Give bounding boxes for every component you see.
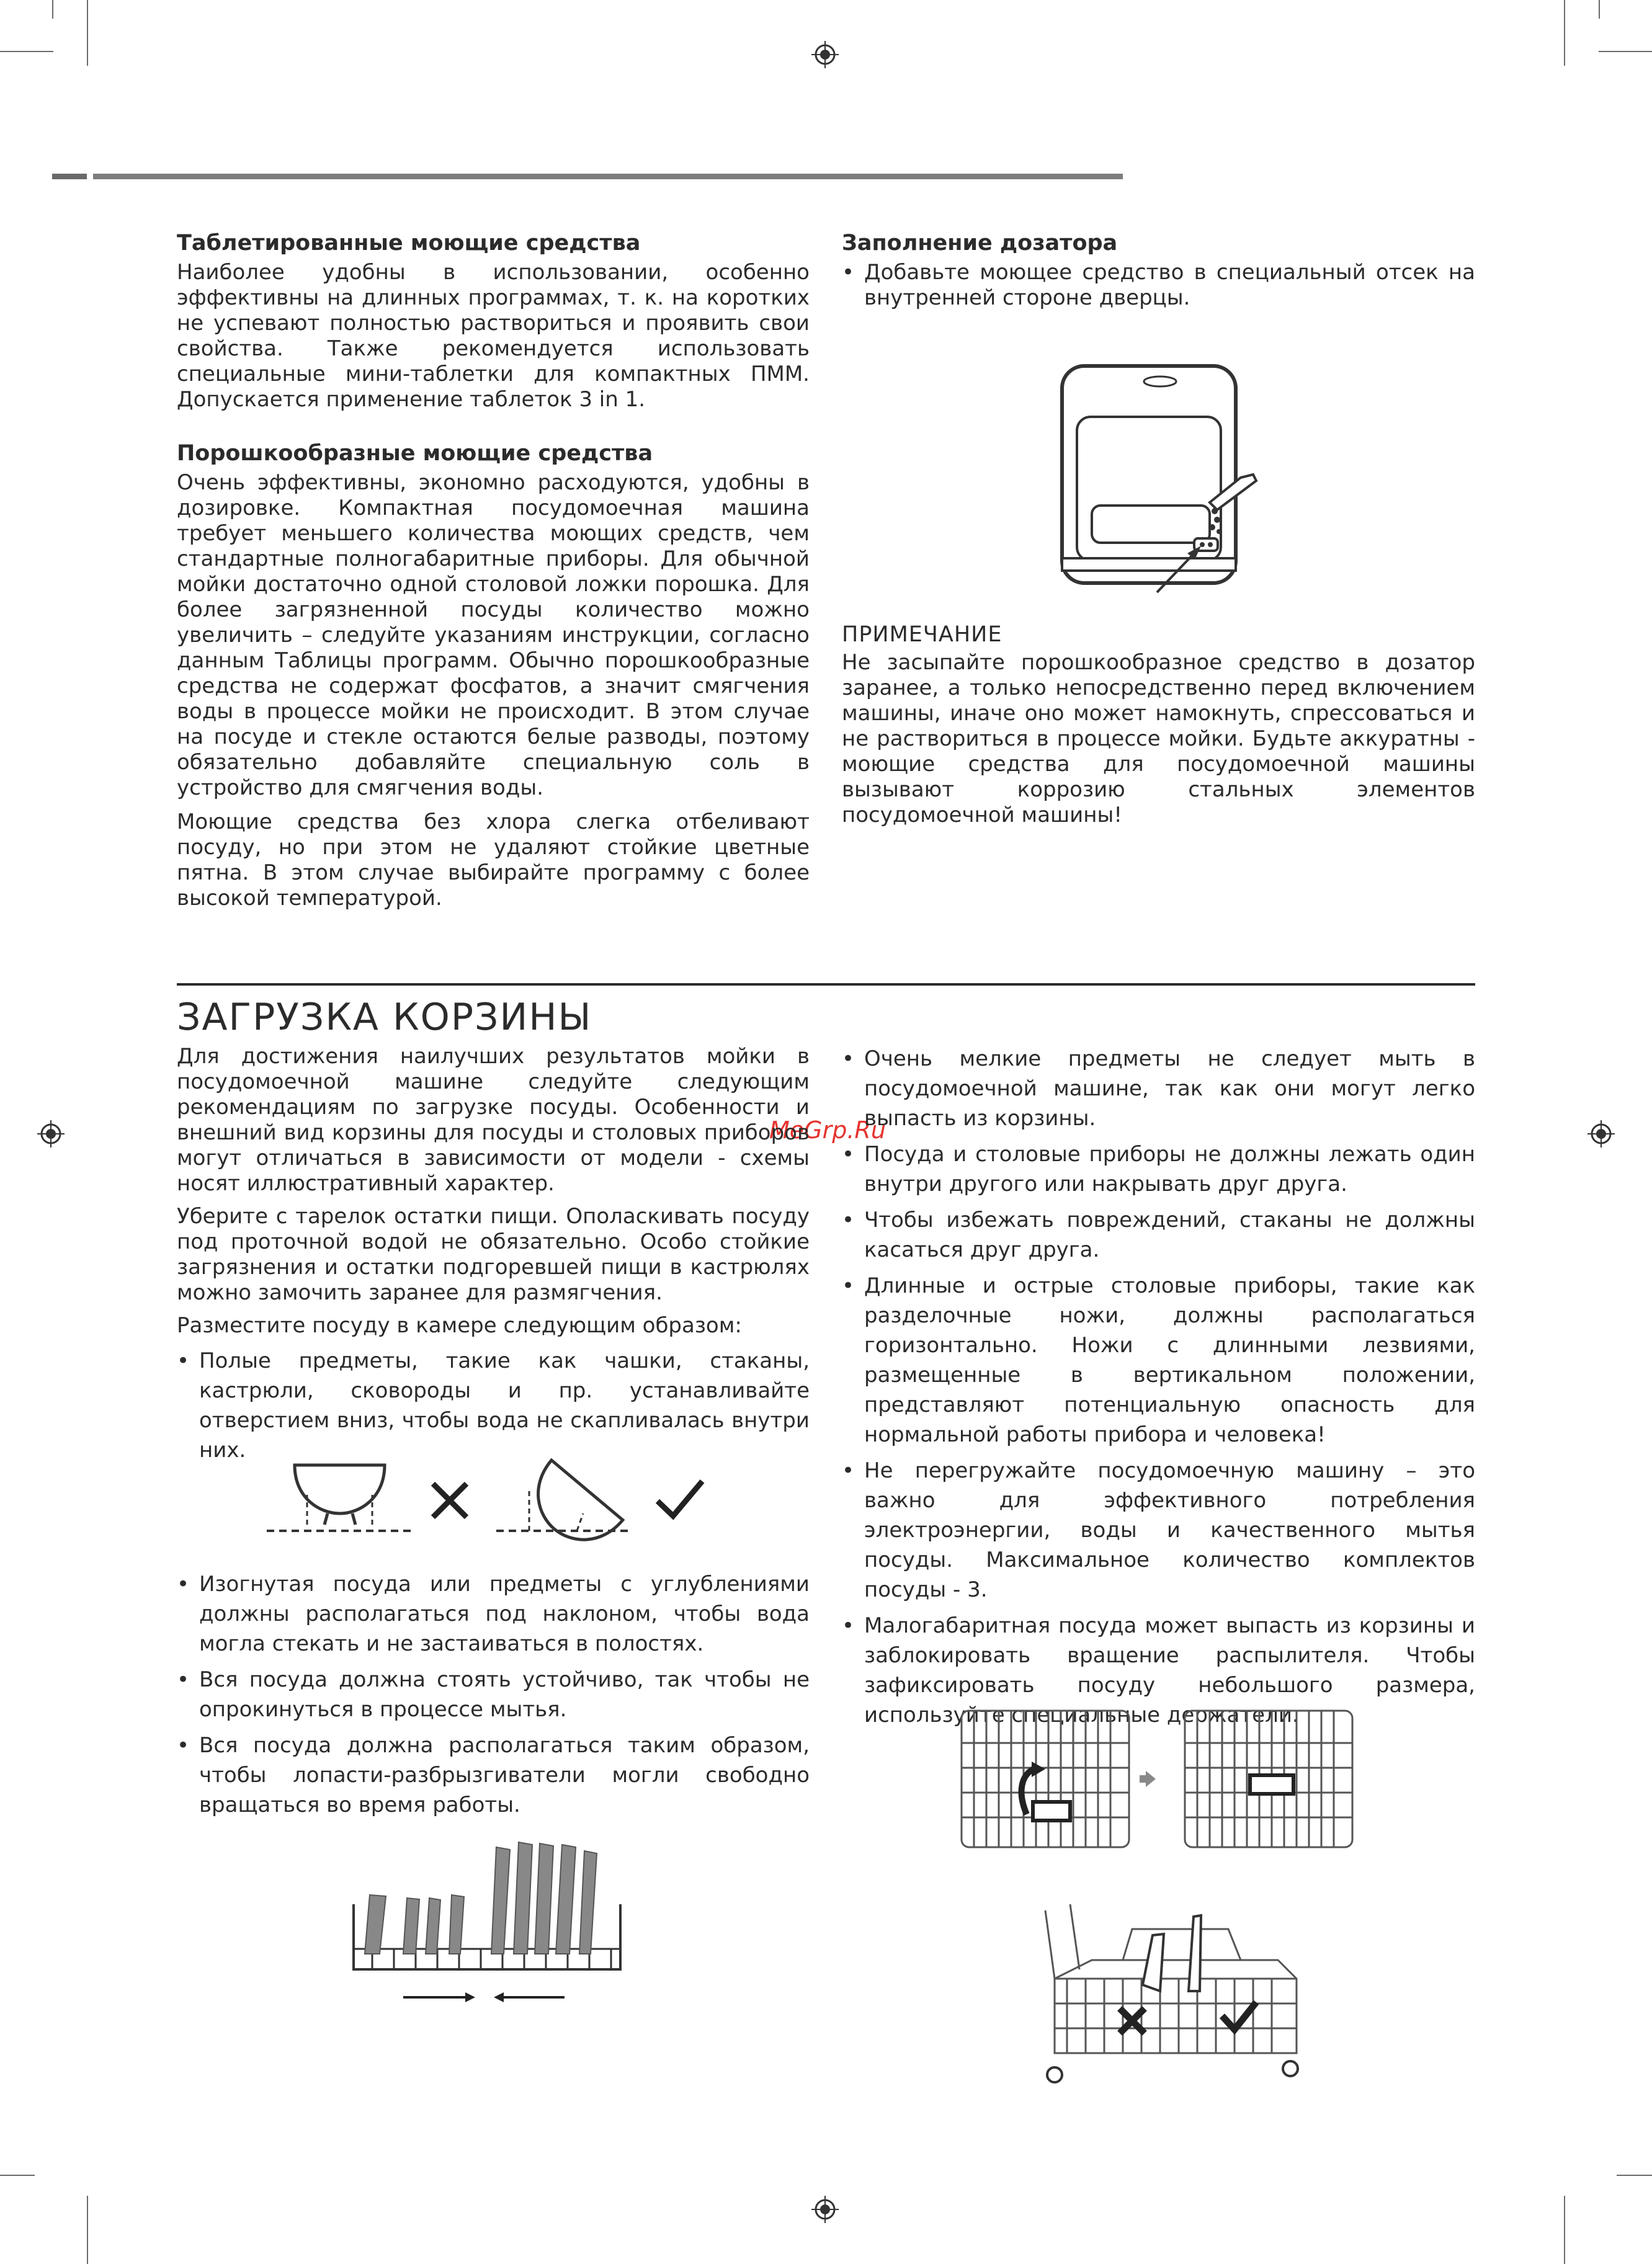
crop-mark: [1617, 2175, 1652, 2176]
plates-spacing-illustration: [347, 1836, 633, 2016]
crop-mark: [87, 2196, 88, 2264]
header-bar-accent: [52, 174, 87, 179]
loading-rinse: Уберите с тарелок остатки пищи. Ополаскивать посуду под проточной водой не обязательно. Особо стойкие загрязнения и остатки подгоревшей пищи в кастрюлях можно замочить заранее для размягчения.: [177, 1204, 810, 1305]
note-heading: ПРИМЕЧАНИЕ: [842, 622, 1002, 647]
dispenser-bullet: • Добавьте моющее средство в специальный отсек на внутренней стороне дверцы.: [842, 260, 1475, 311]
note-block: [842, 622, 1475, 828]
tablet-detergents-text: Наиболее удобны в использовании, особенно эффективны на длинных программах, т. к. на коротких не успевают полностью раствориться и проявить свои свойства. Также рекомендуется использовать специальные мини-таблетки для компактных ПММ. Допускается применение таблеток 3 in 1.: [177, 260, 810, 412]
list-item: • Вся посуда должна стоять устойчиво, так чтобы не опрокинуться в процессе мытья.: [177, 1665, 810, 1724]
tablet-detergents-heading: Таблетированные моющие средства: [177, 231, 641, 256]
crop-mark: [0, 2175, 35, 2176]
cross-icon: [433, 1484, 467, 1517]
crop-mark: [52, 0, 53, 19]
section-title: ЗАГРУЗКА КОРЗИНЫ: [177, 996, 592, 1039]
crop-mark: [87, 0, 88, 66]
crop-mark: [1564, 0, 1565, 66]
loading-left-column: [177, 1044, 810, 1471]
watermark-text: MeGrp.Ru: [769, 1116, 886, 1144]
registration-mark-icon: [37, 1120, 65, 1148]
bowl-orientation-illustration: [261, 1451, 757, 1544]
section-divider: [177, 983, 1475, 986]
basket-holder-illustration: [958, 1706, 1362, 1855]
registration-mark-icon: [1587, 1120, 1615, 1148]
note-text: Не засыпайте порошкообразное средство в дозатор заранее, а только непосредственно перед включением машины, иначе оно может намокнуть, спрессоваться и не раствориться в процессе мойки. Будьте аккуратны - моющие средства для посудомоечной машины вызывают коррозию стальных элементов посудомоечной машины!: [842, 650, 1475, 827]
dispenser-illustration: [1055, 360, 1278, 608]
check-icon: [658, 1481, 702, 1516]
list-item: • Длинные и острые столовые приборы, такие как разделочные ножи, должны располагаться горизонтально. Ножи с длинными лезвиями, размещенные в вертикальном положении, представляют потенциальную опасность для нормальной работы прибора и человека!: [842, 1271, 1475, 1450]
crop-mark: [0, 51, 53, 52]
loading-right-column: [842, 1044, 1475, 1736]
right-column-top: [842, 231, 1475, 317]
list-item: • Полые предметы, такие как чашки, стаканы, кастрюли, сковороды и пр. устанавливайте отверстием вниз, чтобы вода не скапливалась внутри них.: [177, 1346, 810, 1465]
list-item: • Чтобы избежать повреждений, стаканы не должны касаться друг друга.: [842, 1205, 1475, 1265]
list-item: • Не перегружайте посудомоечную машину – это важно для эффективного потребления электроэнергии, воды и качественного мытья посуды. Максимальное количество комплектов посуды - 3.: [842, 1456, 1475, 1605]
list-item: • Посуда и столовые приборы не должны лежать один внутри другого или накрывать друг друга.: [842, 1139, 1475, 1199]
left-column-top: [177, 231, 810, 911]
list-item: • Вся посуда должна располагаться таким образом, чтобы лопасти-разбрызгиватели могли свободно вращаться во время работы.: [177, 1731, 810, 1820]
crop-mark: [1599, 51, 1652, 52]
registration-mark-icon: [811, 2196, 839, 2223]
list-item: • Изогнутая посуда или предметы с углублениями должны располагаться под наклоном, чтобы вода могла стекать и не застаиваться в полостях.: [177, 1569, 810, 1659]
knife-placement-illustration: [1042, 1898, 1303, 2090]
check-icon: [1222, 2002, 1256, 2030]
loading-place: Разместите посуду в камере следующим образом:: [177, 1313, 742, 1338]
registration-mark-icon: [811, 41, 839, 68]
powder-detergents-heading: Порошкообразные моющие средства: [177, 441, 653, 466]
list-item: • Малогабаритная посуда может выпасть из корзины и заблокировать вращение распылителя. Чтобы зафиксировать посуду небольшого размера, используйте специальные держатели.: [842, 1611, 1475, 1730]
powder-detergents-text: Очень эффективны, экономно расходуются, удобны в дозировке. Компактная посудомоечная машина требует меньшего количества моющих средств, чем стандартные полногабаритные приборы. Для обычной мойки достаточно одной столовой ложки порошка. Для более загрязненной посуды количество можно увеличить – следуйте указаниям инструкции, согласно данным Таблицы программ. Обычно порошкообразные средства не содержат фосфатов, а значит смягчения воды в процессе мойки не происходит. В этом случае на посуде и стекле остаются белые разводы, поэтому обязательно добавляйте специальную соль в устройство для смягчения воды.: [177, 470, 810, 800]
dispenser-heading: Заполнение дозатора: [842, 231, 1118, 256]
loading-intro: Для достижения наилучших результатов мойки в посудомоечной машине следуйте следующим рекомендациям по загрузке посуды. Особенности и внешний вид корзины для посуды и столовых приборов могут отличаться в зависимости от модели - схемы носят иллюстративный характер.: [177, 1044, 810, 1196]
crop-mark: [1599, 0, 1600, 19]
loading-left-bullets: [177, 1569, 810, 1826]
list-item: • Очень мелкие предметы не следует мыть в посудомоечной машине, так как они могут легко выпасть из корзины.: [842, 1044, 1475, 1133]
crop-mark: [1564, 2196, 1565, 2264]
header-bar: [93, 174, 1123, 179]
chlorine-free-text: Моющие средства без хлора слегка отбеливают посуду, но при этом не удаляют стойкие цветные пятна. В этом случае выбирайте программу с более высокой температурой.: [177, 809, 810, 911]
